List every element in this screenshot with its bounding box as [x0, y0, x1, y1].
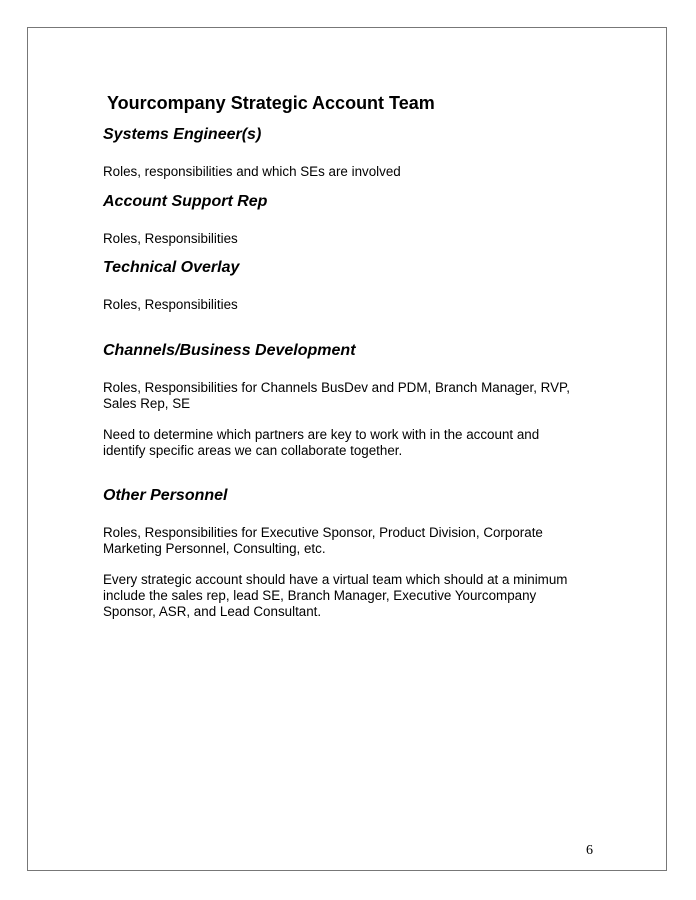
section-text: Roles, Responsibilities for Executive Sponsor, Product Division, Corporate	[103, 525, 543, 540]
section-text: Roles, Responsibilities for Channels BusDev and PDM, Branch Manager, RVP,	[103, 380, 570, 395]
section-text: Sales Rep, SE	[103, 396, 191, 411]
document-title: Yourcompany Strategic Account Team	[107, 93, 435, 113]
section-heading-account-support-rep: Account Support Rep	[103, 193, 268, 210]
section-text: Marketing Personnel, Consulting, etc.	[103, 541, 326, 556]
section-text: Roles, Responsibilities	[103, 297, 238, 312]
section-text: Need to determine which partners are key to work with in the account and	[103, 427, 540, 442]
section-text: identify specific areas we can collaborate together.	[103, 443, 403, 458]
page-number: 6	[586, 843, 593, 858]
section-text: Every strategic account should have a virtual team which should at a minimum	[103, 572, 568, 587]
section-heading-other-personnel: Other Personnel	[103, 487, 228, 504]
section-text: Roles, Responsibilities	[103, 231, 238, 246]
section-text: Sponsor, ASR, and Lead Consultant.	[103, 604, 322, 619]
section-text: Roles, responsibilities and which SEs are involved	[103, 164, 401, 179]
section-heading-technical-overlay: Technical Overlay	[103, 259, 240, 276]
section-heading-channels-business-development: Channels/Business Development	[103, 342, 356, 359]
section-heading-systems-engineers: Systems Engineer(s)	[103, 126, 262, 143]
section-text: include the sales rep, lead SE, Branch Manager, Executive Yourcompany	[103, 588, 537, 603]
